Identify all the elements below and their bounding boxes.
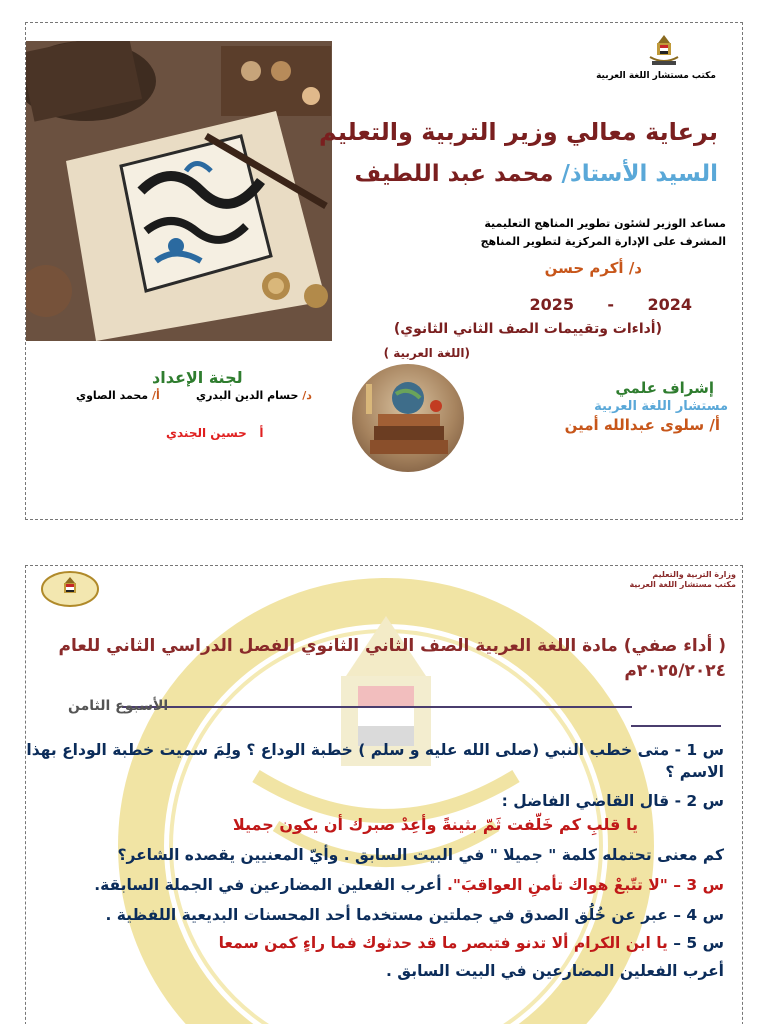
question-1: س 1 - متى خطب النبي (صلى الله عليه و سلم ) خطبة الوداع ؟ ولِمَ سميت خطبة الوداع بهذا xyxy=(26,741,724,759)
question-2-verse: يا قلبِ كم خَلّفت ثَمّ بثينةً وأعِدْ صبرك أن يكون جميلا xyxy=(232,815,638,834)
question-5 xyxy=(219,934,724,952)
prep-member-1-prefix: د/ xyxy=(302,389,312,402)
cover-page xyxy=(25,22,743,520)
question-4: س 4 – عبر عن خُلُق الصدق في جملتين مستخدما أحد المحسنات البديعية اللفظية . xyxy=(105,906,724,924)
calligraphy-illustration xyxy=(26,41,332,341)
scientific-supervisor-prefix: أ/ xyxy=(709,416,720,434)
assistant-title: مساعد الوزير لشئون تطوير المناهج التعليمية xyxy=(484,217,726,230)
year-start: 2024 xyxy=(647,295,692,314)
sponsor-title: السيد الأستاذ/ xyxy=(561,161,718,187)
office-label: مكتب مستشار اللغة العربية xyxy=(596,71,716,81)
question-3-task: أعرب الفعلين المضارعين في الجملة السابقة. xyxy=(94,876,447,894)
sponsor-name-line xyxy=(355,161,719,187)
question-3-label: س 3 – xyxy=(667,876,724,894)
year-separator: - xyxy=(607,295,615,314)
ministry-logo xyxy=(644,31,684,71)
office-label: مكتب مستشار اللغة العربية xyxy=(629,580,736,589)
academic-year xyxy=(529,295,692,314)
prep-member-2 xyxy=(76,389,160,402)
exercise-page xyxy=(25,565,743,1024)
week-label: الأسبوع الثامن xyxy=(68,698,169,714)
scientific-supervisor-name: سلوى عبدالله أمين xyxy=(564,416,705,434)
prep-member-2-prefix: أ/ xyxy=(151,389,160,402)
prep-member-3-prefix: أ xyxy=(259,426,264,440)
question-5-task: أعرب الفعلين المضارعين في البيت السابق . xyxy=(386,962,724,980)
scientific-supervision-heading: إشراف علمي xyxy=(615,379,714,397)
question-5-label: س 5 – xyxy=(667,934,724,952)
sponsor-name: محمد عبد اللطيف xyxy=(354,161,554,187)
exercise-title: ( أداء صفي) مادة اللغة العربية الصف الثاني الثانوي الفصل الدراسي الثاني للعام xyxy=(58,636,726,656)
prep-committee-heading: لجنة الإعداد xyxy=(152,368,243,387)
question-1-continued: الاسم ؟ xyxy=(665,763,724,781)
question-3 xyxy=(94,876,724,894)
question-3-quote: "لا تتّبعْ هواك تأمنِ العواقبَ". xyxy=(446,876,668,894)
prep-member-3 xyxy=(166,426,264,440)
supervisor-prefix: د/ xyxy=(628,259,642,277)
cover-subtitle: (أداءات وتقييمات الصف الثاني الثانوي) xyxy=(393,321,662,337)
question-2: س 2 - قال القاضي الفاضل : xyxy=(501,792,724,810)
title-divider xyxy=(122,706,632,708)
scientific-supervisor-name-line xyxy=(565,416,720,434)
cover-subject: (اللغة العربية ) xyxy=(383,346,470,360)
scientific-supervisor-role: مستشار اللغة العربية xyxy=(594,399,728,414)
prep-member-1-name: حسام الدين البدري xyxy=(196,389,299,402)
question-5-verse: يا ابن الكرام ألا تدنو فتبصر ما قد حدثوك فما راءٍ كمن سمعا xyxy=(218,934,668,952)
supervisor-title: المشرف على الإدارة المركزية لتطوير المناهج xyxy=(480,235,726,248)
prep-member-1 xyxy=(196,389,312,402)
prep-member-2-name: محمد الصاوي xyxy=(76,389,149,402)
books-globe-illustration xyxy=(352,364,464,472)
question-2-prompt: كم معنى تحتمله كلمة " جميلا " في البيت السابق . وأيّ المعنيين يقصده الشاعر؟ xyxy=(117,846,724,864)
sponsor-heading: برعاية معالي وزير التربية والتعليم xyxy=(319,118,718,146)
title-divider-short xyxy=(631,725,721,727)
prep-member-3-name: حسين الجندي xyxy=(166,426,247,440)
supervisor-name: أكرم حسن xyxy=(544,259,624,277)
ministry-label: وزارة التربية والتعليم xyxy=(652,570,736,579)
ministry-seal-logo xyxy=(40,570,100,608)
exercise-year: ٢٠٢٥/٢٠٢٤م xyxy=(624,661,726,681)
supervisor-name-line xyxy=(545,259,642,277)
year-end: 2025 xyxy=(529,295,574,314)
